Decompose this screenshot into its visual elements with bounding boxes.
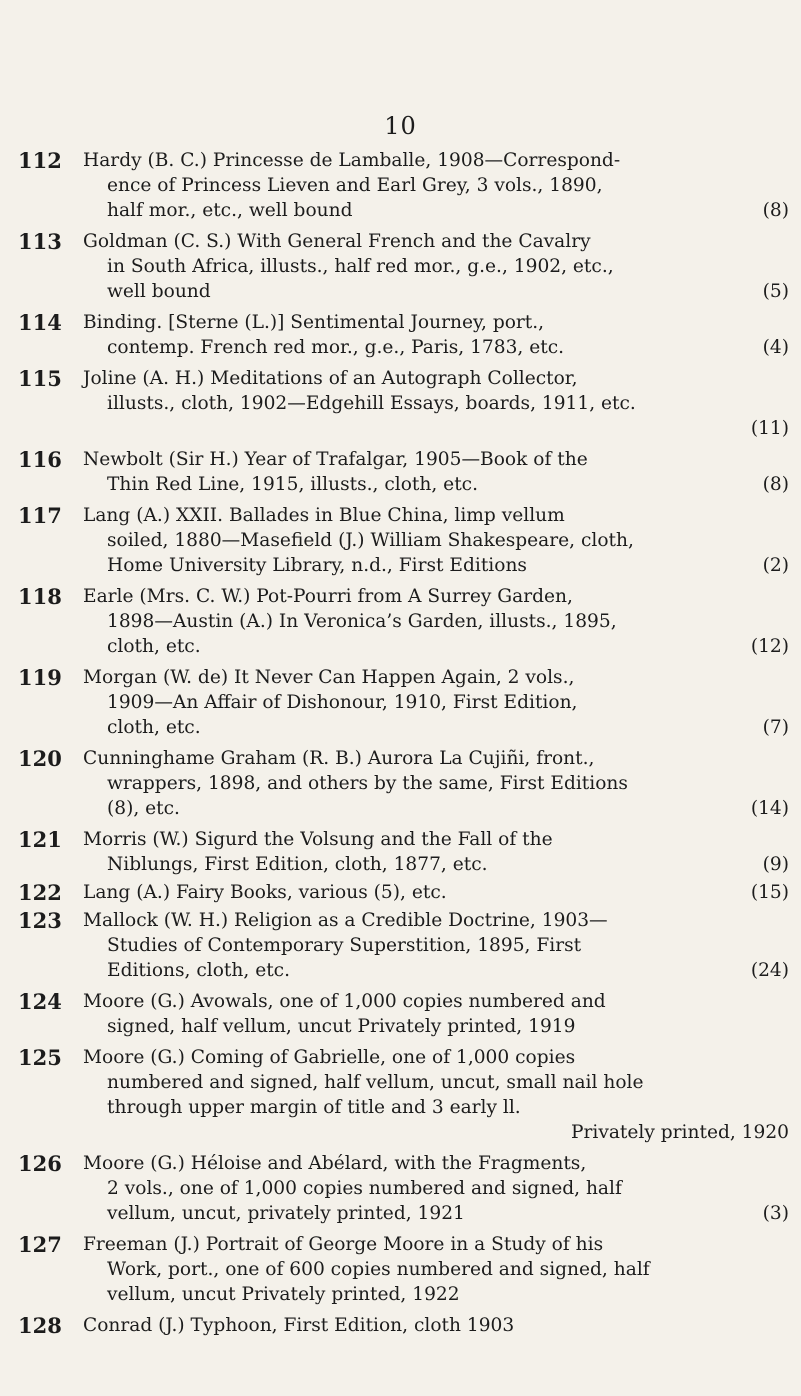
lot-number: 123 [18,908,62,933]
entry-line [83,852,789,877]
entry-line-text: half mor., etc., well bound [107,200,353,221]
entry-line [83,1176,789,1201]
entry-line-text: 1909—An Affair of Dishonour, 1910, First Edition, [107,692,578,713]
entry-line [83,173,789,198]
entry-text [83,827,789,877]
catalogue-entry [0,989,801,1039]
lot-number: 120 [18,746,62,771]
catalogue-entry [0,310,801,360]
entry-line-text: Moore (G.) Coming of Gabrielle, one of 1,000 copies [83,1047,576,1068]
entry-line [83,715,789,740]
entry-line-text: Hardy (B. C.) Princesse de Lamballe, 1908—Correspond- [83,150,621,171]
entry-line-text: Freeman (J.) Portrait of George Moore in a Study of his [83,1234,604,1255]
entry-line-text: Goldman (C. S.) With General French and the Cavalry [83,231,591,252]
entry-line-text: Binding. [Sterne (L.)] Sentimental Journey, port., [83,312,545,333]
entry-price: (7) [762,717,789,738]
entry-line-text: soiled, 1880—Masefield (J.) William Shakespeare, cloth, [107,530,634,551]
entry-line-text: Conrad (J.) Typhoon, First Edition, cloth 1903 [83,1315,515,1336]
entry-line [83,796,789,821]
entry-line [83,528,789,553]
catalogue-entry [0,665,801,740]
entry-line-text: Studies of Contemporary Superstition, 1895, First [107,935,582,956]
entry-line-text: (8), etc. [107,798,180,819]
catalogue-entry [0,1313,801,1338]
entry-line [83,310,789,335]
catalogue-entry [0,746,801,821]
entry-price: (8) [762,474,789,495]
catalogue-entry [0,447,801,497]
entry-line-text: Earle (Mrs. C. W.) Pot-Pourri from A Surrey Garden, [83,586,573,607]
entry-line-text: Work, port., one of 600 copies numbered and signed, half [107,1259,650,1280]
entry-text [83,908,789,983]
catalogue-entry [0,1151,801,1226]
entry-line [83,989,789,1014]
lot-number: 124 [18,989,62,1014]
entry-price: (11) [750,418,789,439]
entry-text [83,1151,789,1226]
lot-number: 115 [18,366,62,391]
entry-line-text: contemp. French red mor., g.e., Paris, 1783, etc. [107,337,565,358]
entry-price: (15) [750,882,789,903]
entry-line-text: Privately printed, 1920 [570,1122,789,1143]
entry-price: (9) [762,854,789,875]
lot-number: 114 [18,310,62,335]
entry-line [83,335,789,360]
entry-line [83,472,789,497]
catalogue-entry [0,366,801,441]
entry-line [83,933,789,958]
entry-line [83,1232,789,1257]
entry-line [83,880,789,905]
entry-line-text: signed, half vellum, uncut Privately printed, 1919 [107,1016,576,1037]
catalogue-entry [0,827,801,877]
entry-line [83,254,789,279]
entry-line [83,279,789,304]
entry-text [83,665,789,740]
entry-text [83,366,789,441]
entry-line [83,416,789,441]
entry-price: (8) [762,200,789,221]
entry-line-text: Lang (A.) XXII. Ballades in Blue China, limp vellum [83,505,565,526]
entry-line [83,1070,789,1095]
entry-line-text: Editions, cloth, etc. [107,960,290,981]
entry-line [83,503,789,528]
entry-line-text: Home University Library, n.d., First Editions [107,555,527,576]
entry-line-text: 2 vols., one of 1,000 copies numbered and signed, half [107,1178,622,1199]
entry-text [83,1232,789,1307]
entry-line-text: Joline (A. H.) Meditations of an Autograph Collector, [83,368,578,389]
entry-line-text: Lang (A.) Fairy Books, various (5), etc. [83,882,447,903]
entry-price: (5) [762,281,789,302]
entry-line-text: Cunninghame Graham (R. B.) Aurora La Cujiñi, front., [83,748,595,769]
catalogue-entry [0,1232,801,1307]
lot-number: 113 [18,229,62,254]
entry-line-text: illusts., cloth, 1902—Edgehill Essays, boards, 1911, etc. [107,393,636,414]
entry-line-text: Niblungs, First Edition, cloth, 1877, etc. [107,854,488,875]
entry-line [83,958,789,983]
lot-number: 127 [18,1232,62,1257]
lot-number: 128 [18,1313,62,1338]
entry-list [0,148,801,1338]
entry-line-text: cloth, etc. [107,717,201,738]
entry-line-text: Morris (W.) Sigurd the Volsung and the Fall of the [83,829,553,850]
entry-text [83,1045,789,1145]
entry-line [83,1120,789,1145]
entry-line [83,771,789,796]
entry-price: (24) [750,960,789,981]
entry-text [83,503,789,578]
entry-line [83,553,789,578]
entry-line-text: Morgan (W. de) It Never Can Happen Again, 2 vols., [83,667,575,688]
catalogue-entry [0,584,801,659]
entry-text [83,880,789,905]
catalogue-entry [0,908,801,983]
entry-line [83,1151,789,1176]
entry-line [83,908,789,933]
entry-line-text: wrappers, 1898, and others by the same, First Editions [107,773,628,794]
entry-line-text: 1898—Austin (A.) In Veronica’s Garden, illusts., 1895, [107,611,617,632]
catalogue-entry [0,229,801,304]
lot-number: 125 [18,1045,62,1070]
entry-line [83,609,789,634]
catalogue-entry [0,1045,801,1145]
entry-price: (4) [762,337,789,358]
entry-text [83,229,789,304]
entry-line [83,690,789,715]
entry-price: (3) [762,1203,789,1224]
entry-line-text: Mallock (W. H.) Religion as a Credible Doctrine, 1903— [83,910,608,931]
entry-line [83,1201,789,1226]
entry-line [83,366,789,391]
entry-text [83,989,789,1039]
entry-line-text: through upper margin of title and 3 early ll. [107,1097,521,1118]
entry-line-text: vellum, uncut Privately printed, 1922 [107,1284,460,1305]
entry-line-text: Newbolt (Sir H.) Year of Trafalgar, 1905—Book of the [83,449,588,470]
entry-text [83,148,789,223]
lot-number: 126 [18,1151,62,1176]
entry-text [83,447,789,497]
entry-line-text: Thin Red Line, 1915, illusts., cloth, etc. [107,474,478,495]
entry-price: (2) [762,555,789,576]
catalogue-entry [0,503,801,578]
lot-number: 116 [18,447,62,472]
entry-line [83,198,789,223]
lot-number: 121 [18,827,62,852]
entry-line [83,634,789,659]
entry-line [83,1257,789,1282]
entry-line-text: Moore (G.) Avowals, one of 1,000 copies numbered and [83,991,606,1012]
entry-line [83,584,789,609]
entry-line [83,827,789,852]
entry-line-text: vellum, uncut, privately printed, 1921 [107,1203,465,1224]
entry-line-text: cloth, etc. [107,636,201,657]
entry-line [83,665,789,690]
entry-price: (14) [750,798,789,819]
entry-line-text: Moore (G.) Héloise and Abélard, with the Fragments, [83,1153,587,1174]
entry-text [83,310,789,360]
entry-line-text: in South Africa, illusts., half red mor., g.e., 1902, etc., [107,256,614,277]
entry-line [83,1313,789,1338]
entry-line [83,148,789,173]
lot-number: 118 [18,584,62,609]
lot-number: 122 [18,880,62,905]
entry-line [83,1014,789,1039]
entry-line [83,1095,789,1120]
entry-text [83,584,789,659]
entry-text [83,746,789,821]
lot-number: 117 [18,503,62,528]
entry-price: (12) [750,636,789,657]
lot-number: 112 [18,148,62,173]
entry-line-text: well bound [107,281,211,302]
page-number: 10 [384,112,417,140]
entry-text [83,1313,789,1338]
entry-line [83,447,789,472]
entry-line [83,746,789,771]
catalogue-entry [0,880,801,905]
entry-line-text: ence of Princess Lieven and Earl Grey, 3 vols., 1890, [107,175,603,196]
entry-line [83,391,789,416]
catalogue-entry [0,148,801,223]
entry-line [83,1282,789,1307]
entry-line [83,1045,789,1070]
entry-line [83,229,789,254]
entry-line-text: numbered and signed, half vellum, uncut, small nail hole [107,1072,644,1093]
lot-number: 119 [18,665,62,690]
